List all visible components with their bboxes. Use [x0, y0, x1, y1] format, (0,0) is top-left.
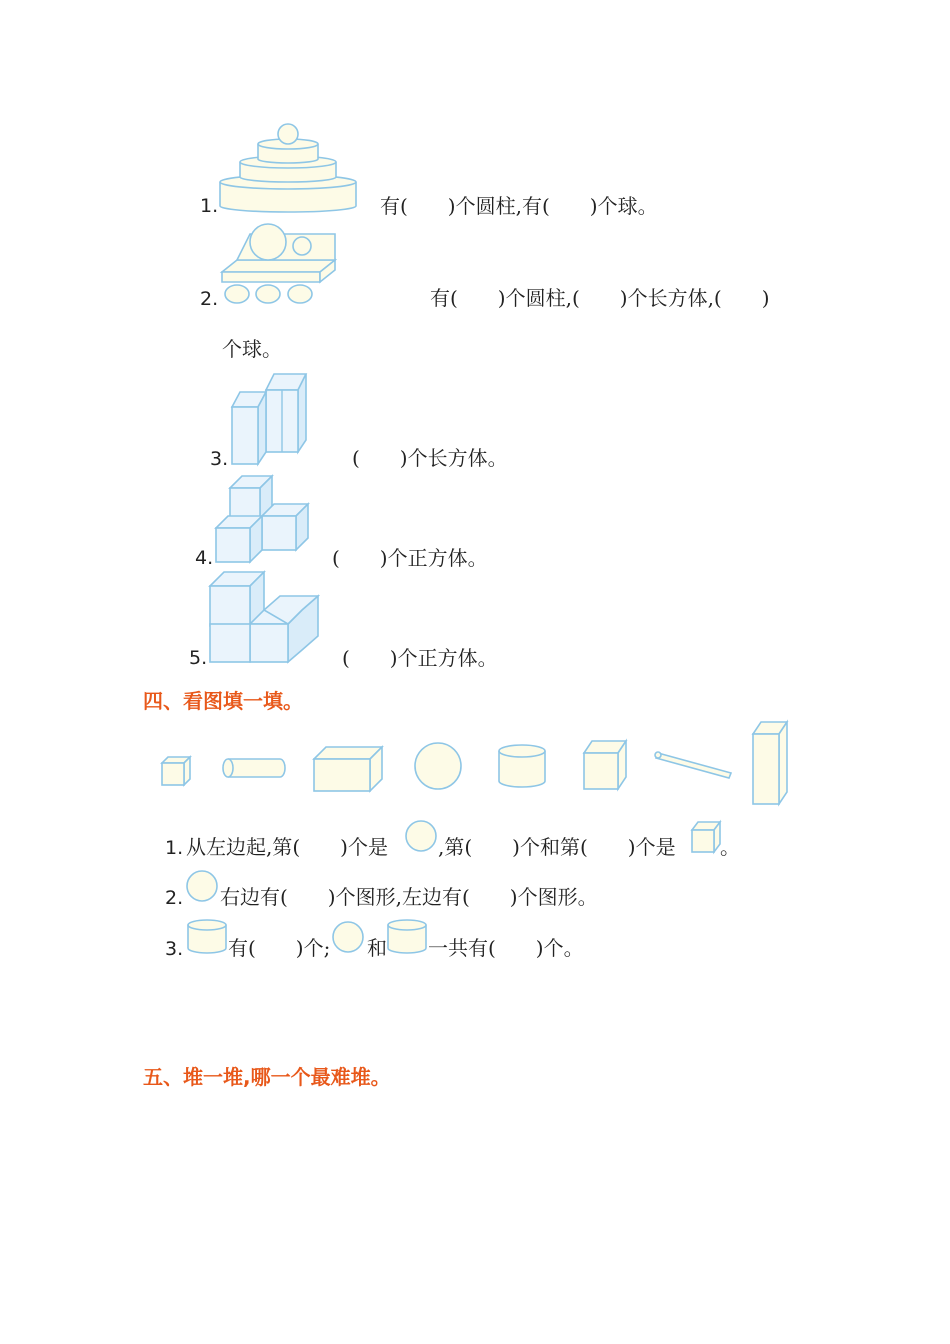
- stacked-cylinders-figure: [218, 122, 368, 217]
- cuboid-icon: [312, 745, 387, 795]
- q1-number: 1.: [200, 195, 219, 217]
- sphere-icon: [186, 870, 220, 904]
- cube-icon: [582, 739, 632, 794]
- cube-icon: [690, 820, 724, 856]
- q2-text-continued: 个球。: [222, 337, 282, 361]
- cylinder-lying-icon: [222, 757, 292, 787]
- rod-icon: [655, 751, 735, 781]
- board-on-rollers-figure: [220, 222, 345, 307]
- q5-text: ( )个正方体。: [342, 646, 498, 670]
- q3-text: ( )个长方体。: [352, 446, 508, 470]
- q4-number: 4.: [195, 547, 214, 569]
- p4-q2-text: 右边有( )个图形,左边有( )个图形。: [220, 885, 598, 909]
- p4-q1-text-b: ,第( )个和第( )个是: [438, 835, 676, 859]
- p4-q3-text-c: 一共有( )个。: [428, 936, 584, 960]
- shape-row: [0, 715, 950, 815]
- q2-text: 有( )个圆柱,( )个长方体,( ): [430, 286, 770, 310]
- p4-q1-number: 1.: [165, 837, 184, 859]
- sphere-icon: [413, 741, 465, 793]
- p4-q3-number: 3.: [165, 938, 184, 960]
- p4-q2-number: 2.: [165, 887, 184, 909]
- p4-q3-text-b: 和: [367, 936, 387, 960]
- q1-text: 有( )个圆柱,有( )个球。: [380, 194, 658, 218]
- stacked-cuboids-figure: [228, 372, 313, 467]
- cylinder-icon: [386, 918, 428, 956]
- p4-q1-text-c: 。: [720, 835, 740, 859]
- cylinder-icon: [497, 743, 549, 793]
- q3-number: 3.: [210, 448, 229, 470]
- section-5-heading: 五、堆一堆,哪一个最难堆。: [143, 1065, 391, 1089]
- sphere-icon: [332, 921, 366, 955]
- cube-icon: [160, 753, 200, 793]
- cube-l-shape-figure: [208, 570, 323, 665]
- sphere-icon: [405, 820, 439, 854]
- q5-number: 5.: [189, 647, 208, 669]
- tall-cuboid-icon: [751, 720, 791, 810]
- cube-stack-figure: [214, 472, 314, 567]
- cylinder-icon: [186, 918, 228, 956]
- section-4-heading: 四、看图填一填。: [143, 689, 303, 713]
- p4-q3-text-a: 有( )个;: [228, 936, 331, 960]
- q4-text: ( )个正方体。: [332, 546, 488, 570]
- q2-number: 2.: [200, 288, 219, 310]
- p4-q1-text-a: 从左边起,第( )个是: [186, 835, 388, 859]
